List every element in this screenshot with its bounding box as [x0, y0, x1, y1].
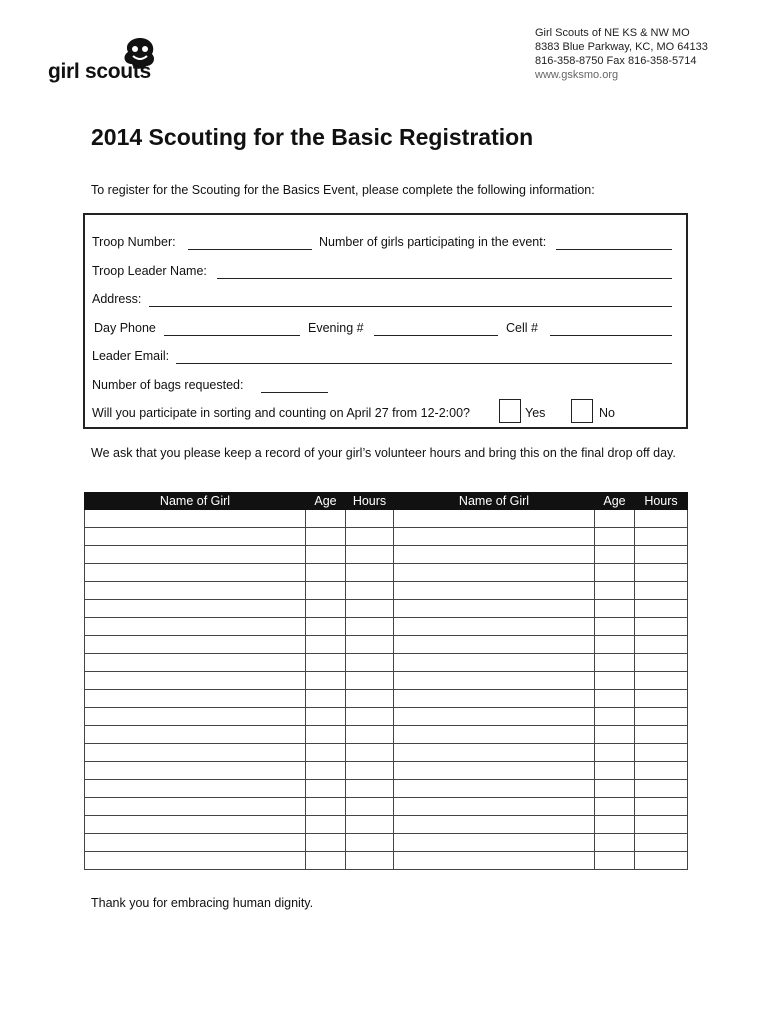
table-cell[interactable]: [635, 636, 688, 654]
table-cell[interactable]: [85, 582, 306, 600]
table-cell[interactable]: [394, 690, 595, 708]
table-header-row: [85, 493, 688, 510]
table-row: [85, 582, 688, 600]
yes-label: Yes: [525, 406, 546, 420]
table-cell[interactable]: [635, 510, 688, 528]
table-cell[interactable]: [394, 744, 595, 762]
table-cell[interactable]: [306, 636, 346, 654]
table-row: [85, 744, 688, 762]
intro-text: To register for the Scouting for the Basics Event, please complete the following information:: [91, 183, 595, 197]
girls-participating-field[interactable]: [556, 249, 672, 250]
table-cell[interactable]: [394, 546, 595, 564]
table-cell[interactable]: [635, 672, 688, 690]
table-row: [85, 834, 688, 852]
table-cell[interactable]: [635, 528, 688, 546]
table-cell[interactable]: [595, 528, 635, 546]
table-cell[interactable]: [346, 816, 394, 834]
no-checkbox[interactable]: [571, 399, 593, 423]
table-cell[interactable]: [394, 672, 595, 690]
table-cell[interactable]: [635, 654, 688, 672]
table-cell[interactable]: [85, 780, 306, 798]
table-cell[interactable]: [306, 618, 346, 636]
table-cell[interactable]: [306, 726, 346, 744]
table-row: [85, 690, 688, 708]
table-cell[interactable]: [595, 852, 635, 870]
page-title: 2014 Scouting for the Basic Registration: [91, 124, 534, 150]
sorting-question: Will you participate in sorting and counting on April 27 from 12-2:00?: [92, 406, 470, 420]
table-cell[interactable]: [635, 618, 688, 636]
table-cell[interactable]: [635, 744, 688, 762]
table-row: [85, 762, 688, 780]
table-cell[interactable]: [346, 636, 394, 654]
table-row: [85, 816, 688, 834]
day-phone-label: Day Phone: [94, 321, 156, 335]
table-cell[interactable]: [394, 798, 595, 816]
table-cell[interactable]: [85, 726, 306, 744]
table-row: [85, 726, 688, 744]
table-row: [85, 528, 688, 546]
troop-number-label: Troop Number:: [92, 235, 176, 249]
table-cell[interactable]: [635, 582, 688, 600]
evening-field[interactable]: [374, 335, 498, 336]
table-cell[interactable]: [306, 762, 346, 780]
table-cell[interactable]: [346, 600, 394, 618]
table-cell[interactable]: [595, 600, 635, 618]
table-row: [85, 564, 688, 582]
header-name-of-girl-2: Name of Girl: [394, 493, 595, 510]
org-phones: 816-358-8750 Fax 816-358-5714: [535, 55, 697, 67]
table-cell[interactable]: [306, 708, 346, 726]
table-cell[interactable]: [635, 816, 688, 834]
table-cell[interactable]: [394, 834, 595, 852]
table-cell[interactable]: [346, 654, 394, 672]
table-cell[interactable]: [85, 762, 306, 780]
table-cell[interactable]: [306, 564, 346, 582]
table-cell[interactable]: [595, 654, 635, 672]
table-cell[interactable]: [346, 708, 394, 726]
table-cell[interactable]: [595, 618, 635, 636]
table-cell[interactable]: [346, 780, 394, 798]
table-cell[interactable]: [595, 780, 635, 798]
table-cell[interactable]: [85, 852, 306, 870]
registration-form: [83, 213, 688, 429]
table-cell[interactable]: [635, 834, 688, 852]
bags-label: Number of bags requested:: [92, 378, 244, 392]
cell-field[interactable]: [550, 335, 672, 336]
address-field[interactable]: [149, 306, 672, 307]
table-cell[interactable]: [595, 762, 635, 780]
table-cell[interactable]: [635, 690, 688, 708]
table-cell[interactable]: [346, 726, 394, 744]
table-cell[interactable]: [595, 510, 635, 528]
table-cell[interactable]: [346, 834, 394, 852]
table-cell[interactable]: [306, 780, 346, 798]
table-cell[interactable]: [635, 798, 688, 816]
table-cell[interactable]: [85, 744, 306, 762]
table-cell[interactable]: [306, 672, 346, 690]
table-cell[interactable]: [595, 564, 635, 582]
leader-email-label: Leader Email:: [92, 349, 170, 363]
table-cell[interactable]: [346, 690, 394, 708]
table-cell[interactable]: [394, 852, 595, 870]
table-cell[interactable]: [85, 510, 306, 528]
table-cell[interactable]: [85, 600, 306, 618]
volunteer-hours-note: We ask that you please keep a record of your girl’s volunteer hours and bring this on the final drop off day.: [91, 446, 676, 460]
table-cell[interactable]: [85, 708, 306, 726]
table-cell[interactable]: [635, 852, 688, 870]
table-cell[interactable]: [394, 654, 595, 672]
table-cell[interactable]: [306, 600, 346, 618]
table-cell[interactable]: [306, 852, 346, 870]
org-website: www.gsksmo.org: [535, 69, 619, 81]
table-cell[interactable]: [306, 744, 346, 762]
evening-label: Evening #: [308, 321, 364, 335]
logo-text: girl scouts: [48, 60, 151, 83]
table-cell[interactable]: [394, 600, 595, 618]
table-cell[interactable]: [306, 816, 346, 834]
troop-number-field[interactable]: [188, 249, 312, 250]
no-label: No: [599, 406, 615, 420]
table-cell[interactable]: [595, 744, 635, 762]
header-name-of-girl: Name of Girl: [85, 493, 306, 510]
leader-email-field[interactable]: [176, 363, 672, 364]
org-name: Girl Scouts of NE KS & NW MO: [535, 27, 690, 39]
table-row: [85, 546, 688, 564]
table-cell[interactable]: [346, 528, 394, 546]
table-cell[interactable]: [85, 654, 306, 672]
table-cell[interactable]: [306, 690, 346, 708]
header-hours-2: Hours: [635, 493, 688, 510]
table-cell[interactable]: [394, 618, 595, 636]
table-cell[interactable]: [394, 762, 595, 780]
closing-text: Thank you for embracing human dignity.: [91, 896, 314, 910]
table-cell[interactable]: [635, 780, 688, 798]
table-row: [85, 654, 688, 672]
table-cell[interactable]: [85, 816, 306, 834]
table-row: [85, 852, 688, 870]
table-cell[interactable]: [346, 510, 394, 528]
table-cell[interactable]: [85, 636, 306, 654]
header-hours: Hours: [346, 493, 394, 510]
table-row: [85, 618, 688, 636]
cell-label: Cell #: [506, 321, 538, 335]
table-cell[interactable]: [394, 726, 595, 744]
table-cell[interactable]: [394, 780, 595, 798]
table-cell[interactable]: [394, 528, 595, 546]
header-age: Age: [306, 493, 346, 510]
table-cell[interactable]: [595, 546, 635, 564]
table-cell[interactable]: [306, 582, 346, 600]
table-cell[interactable]: [85, 798, 306, 816]
table-cell[interactable]: [394, 582, 595, 600]
table-row: [85, 708, 688, 726]
table-cell[interactable]: [85, 672, 306, 690]
yes-checkbox[interactable]: [499, 399, 521, 423]
table-cell[interactable]: [595, 726, 635, 744]
table-row: [85, 672, 688, 690]
table-cell[interactable]: [306, 528, 346, 546]
table-cell[interactable]: [306, 510, 346, 528]
troop-leader-label: Troop Leader Name:: [92, 264, 207, 278]
bags-field[interactable]: [261, 392, 328, 393]
table-cell[interactable]: [595, 582, 635, 600]
table-cell[interactable]: [595, 636, 635, 654]
table-cell[interactable]: [346, 798, 394, 816]
table-row: [85, 798, 688, 816]
table-cell[interactable]: [394, 510, 595, 528]
table-cell[interactable]: [394, 564, 595, 582]
table-cell[interactable]: [595, 798, 635, 816]
table-cell[interactable]: [394, 636, 595, 654]
troop-leader-field[interactable]: [217, 278, 672, 279]
table-cell[interactable]: [85, 546, 306, 564]
table-cell[interactable]: [635, 708, 688, 726]
table-cell[interactable]: [635, 726, 688, 744]
volunteer-log-table: [84, 492, 688, 870]
table-row: [85, 636, 688, 654]
table-cell[interactable]: [595, 816, 635, 834]
table-cell[interactable]: [595, 834, 635, 852]
address-label: Address:: [92, 292, 142, 306]
table-cell[interactable]: [635, 564, 688, 582]
header-age-2: Age: [595, 493, 635, 510]
table-cell[interactable]: [346, 852, 394, 870]
table-cell[interactable]: [346, 582, 394, 600]
table-cell[interactable]: [595, 708, 635, 726]
table-cell[interactable]: [306, 798, 346, 816]
girls-participating-label: Number of girls participating in the event:: [319, 235, 547, 249]
table-cell[interactable]: [85, 834, 306, 852]
table-row: [85, 510, 688, 528]
table-cell[interactable]: [85, 528, 306, 546]
table-cell[interactable]: [346, 672, 394, 690]
table-cell[interactable]: [394, 816, 595, 834]
table-row: [85, 600, 688, 618]
table-cell[interactable]: [346, 564, 394, 582]
girl-scouts-logo: [48, 36, 168, 84]
table-body: [85, 510, 688, 870]
table-cell[interactable]: [346, 546, 394, 564]
day-phone-field[interactable]: [164, 335, 300, 336]
table-cell[interactable]: [635, 600, 688, 618]
table-cell[interactable]: [346, 744, 394, 762]
org-address: 8383 Blue Parkway, KC, MO 64133: [535, 41, 708, 53]
table-cell[interactable]: [635, 546, 688, 564]
table-cell[interactable]: [595, 672, 635, 690]
table-cell[interactable]: [635, 762, 688, 780]
table-row: [85, 780, 688, 798]
table-cell[interactable]: [85, 690, 306, 708]
contact-block: [535, 26, 708, 82]
table-cell[interactable]: [85, 564, 306, 582]
table-cell[interactable]: [394, 708, 595, 726]
table-cell[interactable]: [306, 834, 346, 852]
table-cell[interactable]: [306, 654, 346, 672]
table-cell[interactable]: [85, 618, 306, 636]
table-cell[interactable]: [595, 690, 635, 708]
table-cell[interactable]: [346, 762, 394, 780]
table-cell[interactable]: [346, 618, 394, 636]
table-cell[interactable]: [306, 546, 346, 564]
